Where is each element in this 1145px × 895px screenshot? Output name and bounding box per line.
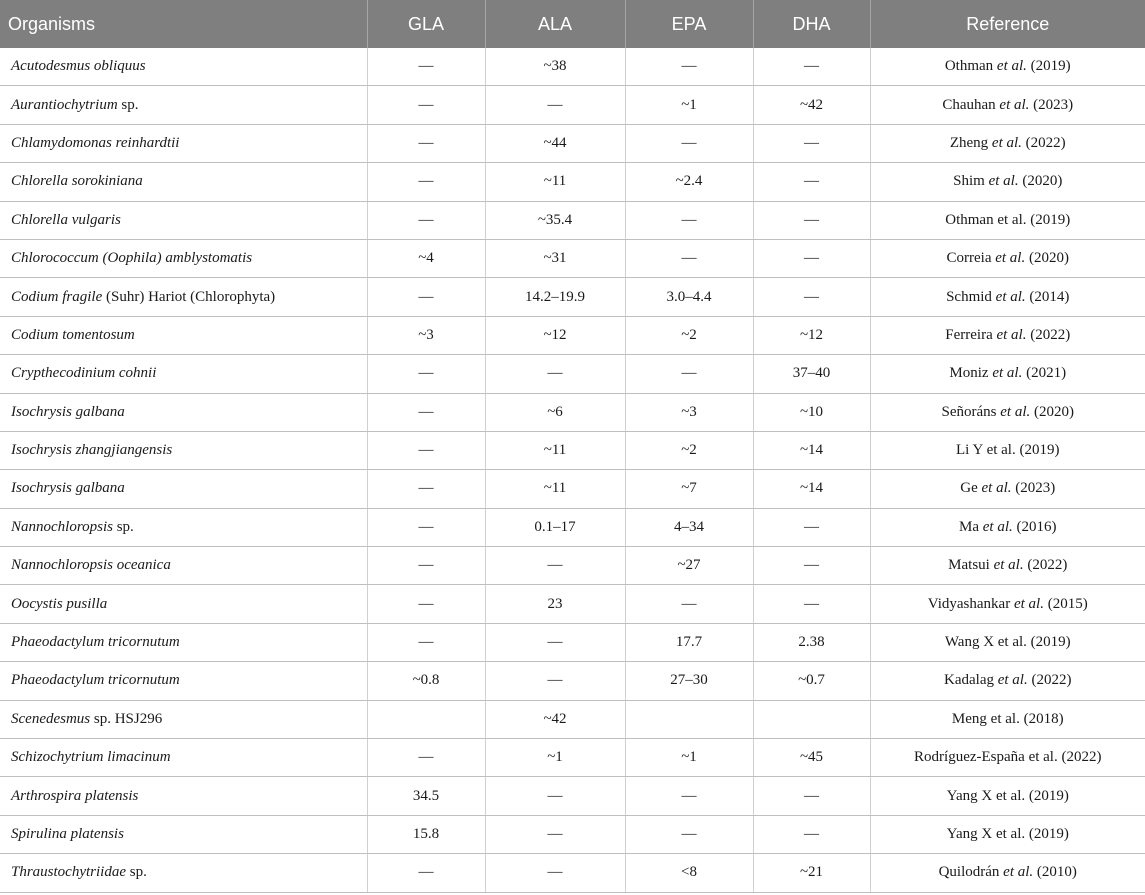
gla-cell: — [367, 355, 485, 393]
text-segment: Quilodrán [938, 864, 1004, 881]
text-segment: (2022) [1027, 672, 1072, 689]
text-segment: Phaeodactylum tricornutum [11, 634, 180, 651]
text-segment: (2014) [1025, 288, 1070, 305]
dha-cell: ~14 [753, 470, 870, 508]
text-segment: et al. [1003, 864, 1034, 881]
reference-cell [870, 662, 1145, 700]
ala-cell: ~38 [485, 48, 625, 86]
table-row [0, 86, 1145, 124]
ala-cell: ~11 [485, 163, 625, 201]
table-row [0, 393, 1145, 431]
text-segment: Schmid [946, 288, 996, 305]
dha-cell: — [753, 585, 870, 623]
text-segment: sp. [126, 864, 147, 881]
dha-cell: ~21 [753, 854, 870, 892]
organism-cell [0, 48, 367, 86]
text-segment: Li Y et al. (2019) [956, 442, 1060, 459]
epa-cell: — [625, 355, 753, 393]
gla-cell: — [367, 854, 485, 892]
text-segment: Nannochloropsis [11, 518, 113, 535]
table-row [0, 470, 1145, 508]
table-row [0, 547, 1145, 585]
organism-cell [0, 470, 367, 508]
text-segment: Rodríguez-España et al. (2022) [914, 749, 1102, 766]
organism-cell [0, 777, 367, 815]
ala-cell: ~31 [485, 239, 625, 277]
text-segment: et al. [991, 134, 1022, 151]
epa-cell: — [625, 777, 753, 815]
text-segment: Arthrospira platensis [11, 787, 139, 804]
organism-cell [0, 815, 367, 853]
reference-cell [870, 239, 1145, 277]
text-segment: Isochrysis galbana [11, 480, 125, 497]
epa-cell: 4–34 [625, 508, 753, 546]
text-segment: Isochrysis zhangjiangensis [11, 442, 173, 459]
text-segment: Vidyashankar [927, 595, 1014, 612]
epa-cell: — [625, 585, 753, 623]
epa-cell: — [625, 124, 753, 162]
gla-cell: — [367, 623, 485, 661]
header-row [0, 0, 1145, 48]
table-row [0, 163, 1145, 201]
text-segment: (2021) [1022, 365, 1067, 382]
dha-cell: ~45 [753, 739, 870, 777]
text-segment: sp. [117, 96, 139, 113]
text-segment: et al. [996, 326, 1027, 343]
table-body [0, 48, 1145, 892]
text-segment: Kadalag [944, 672, 998, 689]
reference-cell [870, 393, 1145, 431]
text-segment: et al. [995, 288, 1026, 305]
ala-cell: 0.1–17 [485, 508, 625, 546]
ala-cell: — [485, 86, 625, 124]
table-row [0, 124, 1145, 162]
table-row [0, 739, 1145, 777]
text-segment: et al. [1013, 595, 1044, 612]
header-ala: ALA [485, 0, 625, 48]
ala-cell: — [485, 777, 625, 815]
ala-cell: ~1 [485, 739, 625, 777]
dha-cell: 37–40 [753, 355, 870, 393]
epa-cell: — [625, 48, 753, 86]
text-segment: Crypthecodinium cohnii [11, 365, 157, 382]
gla-cell: — [367, 86, 485, 124]
dha-cell: — [753, 547, 870, 585]
organism-cell [0, 662, 367, 700]
organism-cell [0, 585, 367, 623]
header-gla: GLA [367, 0, 485, 48]
text-segment: Thraustochytriidae [11, 864, 126, 881]
header-organisms: Organisms [0, 0, 367, 48]
reference-cell [870, 48, 1145, 86]
dha-cell: 2.38 [753, 623, 870, 661]
table-row [0, 316, 1145, 354]
text-segment: (2022) [1026, 326, 1071, 343]
text-segment: et al. [1000, 403, 1031, 420]
gla-cell: — [367, 278, 485, 316]
text-segment: Schizochytrium limacinum [11, 749, 171, 766]
text-segment: (2020) [1018, 173, 1063, 190]
table-row [0, 431, 1145, 469]
text-segment: Spirulina platensis [11, 826, 124, 842]
ala-cell: ~11 [485, 431, 625, 469]
organism-cell [0, 316, 367, 354]
gla-cell: — [367, 547, 485, 585]
dha-cell: — [753, 201, 870, 239]
text-segment: Yang X et al. (2019) [946, 826, 1069, 842]
ala-cell: — [485, 662, 625, 700]
organism-cell [0, 86, 367, 124]
epa-cell: 3.0–4.4 [625, 278, 753, 316]
organism-cell [0, 431, 367, 469]
text-segment: Acutodesmus obliquus [11, 58, 146, 75]
organism-cell [0, 163, 367, 201]
epa-cell: ~1 [625, 86, 753, 124]
text-segment: (Suhr) Hariot (Chlorophyta) [102, 288, 276, 305]
text-segment: Codium fragile [11, 288, 103, 305]
table-row [0, 48, 1145, 86]
gla-cell: — [367, 393, 485, 431]
organism-cell [0, 547, 367, 585]
text-segment: Chauhan [942, 96, 1000, 113]
gla-cell: — [367, 163, 485, 201]
reference-cell [870, 700, 1145, 738]
ala-cell: 23 [485, 585, 625, 623]
gla-cell: ~0.8 [367, 662, 485, 700]
epa-cell: ~7 [625, 470, 753, 508]
table-row [0, 662, 1145, 700]
reference-cell [870, 86, 1145, 124]
text-segment: Chlorella sorokiniana [11, 173, 143, 190]
dha-cell: — [753, 815, 870, 853]
text-segment: Othman et al. (2019) [945, 211, 1071, 228]
table-row [0, 585, 1145, 623]
reference-cell [870, 124, 1145, 162]
ala-cell: 14.2–19.9 [485, 278, 625, 316]
header-dha: DHA [753, 0, 870, 48]
gla-cell: — [367, 739, 485, 777]
text-segment: et al. [988, 173, 1019, 190]
text-segment: Phaeodactylum tricornutum [11, 672, 180, 689]
reference-cell [870, 278, 1145, 316]
gla-cell: — [367, 585, 485, 623]
epa-cell: 27–30 [625, 662, 753, 700]
text-segment: (2023) [1011, 480, 1056, 497]
table-row [0, 623, 1145, 661]
table-row [0, 700, 1145, 738]
organism-cell [0, 201, 367, 239]
dha-cell: ~10 [753, 393, 870, 431]
text-segment: Yang X et al. (2019) [946, 787, 1069, 804]
reference-cell [870, 470, 1145, 508]
table-header [0, 0, 1145, 48]
dha-cell: ~0.7 [753, 662, 870, 700]
epa-cell: — [625, 239, 753, 277]
epa-cell: ~2 [625, 431, 753, 469]
text-segment: et al. [982, 518, 1013, 535]
text-segment: (2016) [1012, 518, 1057, 535]
gla-cell: ~4 [367, 239, 485, 277]
table-row [0, 854, 1145, 892]
epa-cell: ~2.4 [625, 163, 753, 201]
text-segment: Ferreira [945, 326, 997, 343]
text-segment: Aurantiochytrium [11, 96, 118, 113]
text-segment: et al. [993, 557, 1024, 574]
ala-cell: ~11 [485, 470, 625, 508]
dha-cell: ~12 [753, 316, 870, 354]
text-segment: (2023) [1029, 96, 1074, 113]
epa-cell: ~2 [625, 316, 753, 354]
ala-cell: — [485, 547, 625, 585]
text-segment: Wang X et al. (2019) [944, 634, 1071, 651]
organism-cell [0, 355, 367, 393]
text-segment: (2010) [1033, 864, 1077, 881]
reference-cell [870, 508, 1145, 546]
ala-cell: — [485, 815, 625, 853]
text-segment: Moniz [949, 365, 993, 382]
gla-cell: — [367, 508, 485, 546]
gla-cell: — [367, 48, 485, 86]
reference-cell [870, 623, 1145, 661]
reference-cell [870, 739, 1145, 777]
organism-cell [0, 700, 367, 738]
organism-cell [0, 854, 367, 892]
organism-cell [0, 124, 367, 162]
text-segment: Ge [960, 480, 982, 497]
text-segment: et al. [996, 58, 1027, 75]
reference-cell [870, 431, 1145, 469]
reference-cell [870, 777, 1145, 815]
ala-cell: — [485, 355, 625, 393]
dha-cell: — [753, 124, 870, 162]
table-row [0, 355, 1145, 393]
gla-cell: — [367, 124, 485, 162]
table-row [0, 201, 1145, 239]
table-row [0, 815, 1145, 853]
ala-cell: ~12 [485, 316, 625, 354]
text-segment: Chlorococcum (Oophila) amblystomatis [11, 250, 253, 267]
epa-cell: — [625, 201, 753, 239]
epa-cell: 17.7 [625, 623, 753, 661]
ala-cell: ~35.4 [485, 201, 625, 239]
text-segment: Shim [953, 173, 989, 190]
text-segment: Oocystis pusilla [11, 595, 108, 612]
organism-cell [0, 623, 367, 661]
reference-cell [870, 547, 1145, 585]
reference-cell [870, 163, 1145, 201]
dha-cell: ~42 [753, 86, 870, 124]
table-row [0, 508, 1145, 546]
ala-cell: — [485, 623, 625, 661]
text-segment: (2019) [1026, 58, 1071, 75]
gla-cell: ~3 [367, 316, 485, 354]
text-segment: et al. [995, 250, 1026, 267]
text-segment: (2022) [1021, 134, 1066, 151]
organism-cell [0, 278, 367, 316]
reference-cell [870, 815, 1145, 853]
organism-cell [0, 508, 367, 546]
dha-cell [753, 700, 870, 738]
text-segment: Scenedesmus [11, 710, 91, 727]
gla-cell: — [367, 431, 485, 469]
table-row [0, 239, 1145, 277]
gla-cell [367, 700, 485, 738]
text-segment: Nannochloropsis oceanica [11, 557, 171, 574]
text-segment: Correia [946, 250, 996, 267]
text-segment: Chlamydomonas reinhardtii [11, 134, 180, 151]
text-segment: et al. [997, 672, 1028, 689]
text-segment: (2020) [1025, 250, 1069, 267]
text-segment: Codium tomentosum [11, 326, 135, 343]
text-segment: et al. [992, 365, 1023, 382]
text-segment: sp. HSJ296 [90, 710, 163, 727]
text-segment: Othman [944, 58, 997, 75]
ala-cell: ~42 [485, 700, 625, 738]
epa-cell: ~27 [625, 547, 753, 585]
text-segment: Zheng [949, 134, 992, 151]
epa-cell: <8 [625, 854, 753, 892]
dha-cell: — [753, 48, 870, 86]
dha-cell: — [753, 777, 870, 815]
text-segment: Ma [959, 518, 983, 535]
dha-cell: ~14 [753, 431, 870, 469]
text-segment: Meng et al. (2018) [951, 710, 1064, 727]
organism-cell [0, 239, 367, 277]
reference-cell [870, 355, 1145, 393]
dha-cell: — [753, 278, 870, 316]
text-segment: sp. [112, 518, 134, 535]
dha-cell: — [753, 163, 870, 201]
text-segment: Señoráns [941, 403, 1001, 420]
table-row [0, 777, 1145, 815]
reference-cell [870, 585, 1145, 623]
ala-cell: — [485, 854, 625, 892]
text-segment: Chlorella vulgaris [11, 211, 121, 228]
dha-cell: — [753, 508, 870, 546]
text-segment: et al. [981, 480, 1012, 497]
gla-cell: 34.5 [367, 777, 485, 815]
reference-cell [870, 316, 1145, 354]
gla-cell: — [367, 201, 485, 239]
dha-cell: — [753, 239, 870, 277]
ala-cell: ~6 [485, 393, 625, 431]
text-segment: Matsui [948, 557, 994, 574]
ala-cell: ~44 [485, 124, 625, 162]
epa-cell: ~3 [625, 393, 753, 431]
gla-cell: — [367, 470, 485, 508]
organism-cell [0, 393, 367, 431]
reference-cell [870, 201, 1145, 239]
epa-cell [625, 700, 753, 738]
reference-cell [870, 854, 1145, 892]
header-reference: Reference [870, 0, 1145, 48]
text-segment: et al. [999, 96, 1030, 113]
text-segment: (2022) [1023, 557, 1068, 574]
header-epa: EPA [625, 0, 753, 48]
text-segment: (2020) [1030, 403, 1074, 420]
gla-cell: 15.8 [367, 815, 485, 853]
text-segment: (2015) [1043, 595, 1088, 612]
organism-cell [0, 739, 367, 777]
epa-cell: — [625, 815, 753, 853]
text-segment: Isochrysis galbana [11, 403, 125, 420]
table-row [0, 278, 1145, 316]
epa-cell: ~1 [625, 739, 753, 777]
